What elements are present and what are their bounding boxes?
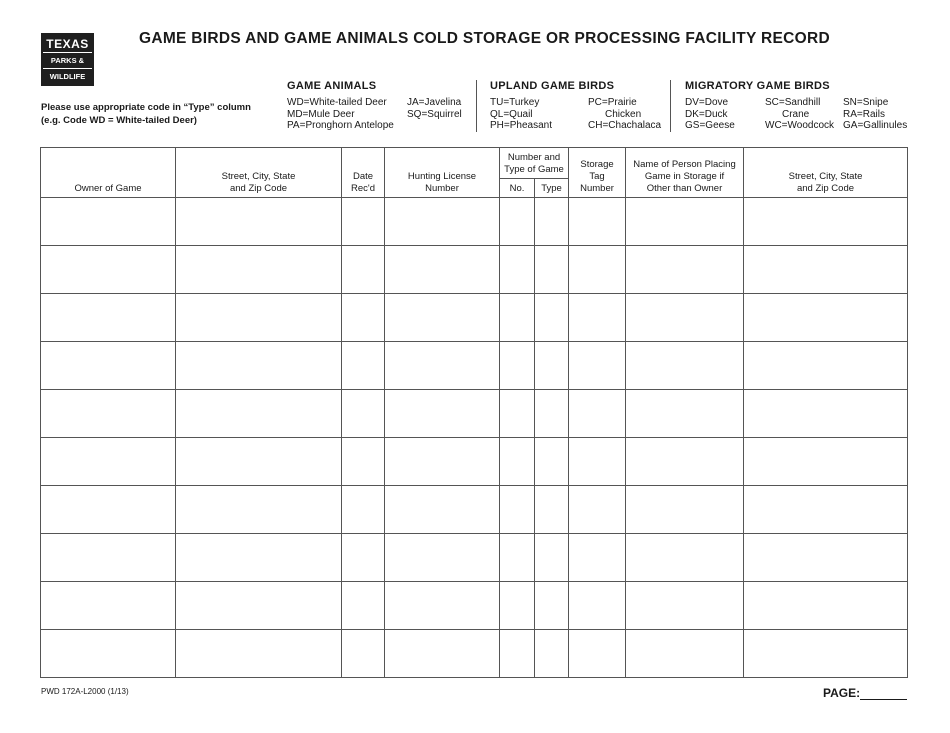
cell-game-type[interactable] xyxy=(535,294,569,342)
cell-owner-address[interactable] xyxy=(176,294,342,342)
cell-game-type[interactable] xyxy=(535,198,569,246)
migratory-codes-col1 xyxy=(685,97,735,132)
cell-game-type[interactable] xyxy=(535,438,569,486)
tpwd-logo xyxy=(41,33,94,86)
cell-owner-address[interactable] xyxy=(176,630,342,678)
cell-date-received[interactable] xyxy=(342,390,385,438)
header-owner-address: Street, City, State and Zip Code xyxy=(176,148,342,198)
cell-game-number[interactable] xyxy=(500,630,535,678)
code-entry: Chicken xyxy=(605,108,642,120)
table-row xyxy=(41,582,908,630)
table-row xyxy=(41,438,908,486)
header-person-address: Street, City, State and Zip Code xyxy=(744,148,908,198)
cell-storage-tag-number[interactable] xyxy=(569,438,626,486)
header-no: No. xyxy=(500,179,535,198)
code-entry: SC=Sandhill xyxy=(765,97,821,108)
header-storage-tag-number: Storage Tag Number xyxy=(569,148,626,198)
cell-storage-tag-number[interactable] xyxy=(569,486,626,534)
table-row xyxy=(41,486,908,534)
code-entry: Crane xyxy=(782,108,810,120)
cell-game-number[interactable] xyxy=(500,534,535,582)
header-type: Type xyxy=(535,179,569,198)
cell-date-received[interactable] xyxy=(342,630,385,678)
table-row xyxy=(41,294,908,342)
cell-storage-tag-number[interactable] xyxy=(569,630,626,678)
cell-game-type[interactable] xyxy=(535,582,569,630)
code-entry: GA=Gallinules xyxy=(843,120,908,131)
cell-storage-tag-number[interactable] xyxy=(569,342,626,390)
cell-person-placing-game[interactable] xyxy=(626,582,744,630)
cell-owner-of-game[interactable] xyxy=(41,246,176,294)
cell-date-received[interactable] xyxy=(342,294,385,342)
cell-storage-tag-number[interactable] xyxy=(569,198,626,246)
upland-codes-col2 xyxy=(588,97,661,132)
code-entry: TU=Turkey xyxy=(490,97,540,108)
cell-hunting-license-number[interactable] xyxy=(385,630,500,678)
cell-person-address[interactable] xyxy=(744,582,908,630)
cell-person-address[interactable] xyxy=(744,198,908,246)
cell-person-placing-game[interactable] xyxy=(626,630,744,678)
instructions-line-1: Please use appropriate code in “Type” column xyxy=(41,102,251,113)
cell-game-number[interactable] xyxy=(500,438,535,486)
table-row xyxy=(41,630,908,678)
cell-hunting-license-number[interactable] xyxy=(385,486,500,534)
cell-game-type[interactable] xyxy=(535,486,569,534)
logo-line-texas: TEXAS xyxy=(43,35,92,53)
cell-person-placing-game[interactable] xyxy=(626,294,744,342)
cell-date-received[interactable] xyxy=(342,198,385,246)
cell-person-placing-game[interactable] xyxy=(626,198,744,246)
cell-owner-address[interactable] xyxy=(176,582,342,630)
cell-owner-address[interactable] xyxy=(176,438,342,486)
migratory-codes-col3 xyxy=(843,97,907,132)
code-entry: QL=Quail xyxy=(490,108,533,120)
cell-game-type[interactable] xyxy=(535,630,569,678)
header-hunting-license-number: Hunting License Number xyxy=(385,148,500,198)
code-entry: WC=Woodcock xyxy=(765,120,835,131)
header-person-placing-game: Name of Person Placing Game in Storage if Other than Owner xyxy=(626,148,744,198)
page-title: GAME BIRDS AND GAME ANIMALS COLD STORAGE OR PROCESSING FACILITY RECORD xyxy=(139,30,830,47)
cell-storage-tag-number[interactable] xyxy=(569,582,626,630)
section-divider xyxy=(670,80,671,132)
cell-owner-address[interactable] xyxy=(176,486,342,534)
table-row xyxy=(41,198,908,246)
cell-person-placing-game[interactable] xyxy=(626,390,744,438)
cell-game-number[interactable] xyxy=(500,342,535,390)
cell-storage-tag-number[interactable] xyxy=(569,534,626,582)
cell-owner-of-game[interactable] xyxy=(41,342,176,390)
table-row xyxy=(41,390,908,438)
code-entry: DV=Dove xyxy=(685,97,729,108)
cell-hunting-license-number[interactable] xyxy=(385,390,500,438)
header-number-and-type-of-game: Number and Type of Game xyxy=(500,148,569,179)
cell-game-type[interactable] xyxy=(535,390,569,438)
cell-game-number[interactable] xyxy=(500,390,535,438)
cell-person-placing-game[interactable] xyxy=(626,246,744,294)
code-entry: WD=White-tailed Deer xyxy=(287,97,387,108)
migratory-codes-col2 xyxy=(765,97,834,132)
cell-person-placing-game[interactable] xyxy=(626,438,744,486)
cell-person-address[interactable] xyxy=(744,630,908,678)
cell-hunting-license-number[interactable] xyxy=(385,534,500,582)
cell-person-address[interactable] xyxy=(744,342,908,390)
cell-person-address[interactable] xyxy=(744,294,908,342)
cell-storage-tag-number[interactable] xyxy=(569,246,626,294)
upland-codes-col1 xyxy=(490,97,552,132)
cell-hunting-license-number[interactable] xyxy=(385,294,500,342)
code-entry: SN=Snipe xyxy=(843,97,889,108)
cell-game-number[interactable] xyxy=(500,294,535,342)
cell-game-number[interactable] xyxy=(500,198,535,246)
cell-owner-address[interactable] xyxy=(176,390,342,438)
page-number-field[interactable] xyxy=(860,699,907,700)
cell-person-placing-game[interactable] xyxy=(626,534,744,582)
cell-owner-of-game[interactable] xyxy=(41,390,176,438)
cell-date-received[interactable] xyxy=(342,534,385,582)
cell-game-type[interactable] xyxy=(535,534,569,582)
cell-hunting-license-number[interactable] xyxy=(385,342,500,390)
migratory-game-birds-title: MIGRATORY GAME BIRDS xyxy=(685,80,830,92)
cell-date-received[interactable] xyxy=(342,342,385,390)
upland-game-birds-title: UPLAND GAME BIRDS xyxy=(490,80,615,92)
cell-owner-address[interactable] xyxy=(176,534,342,582)
section-divider xyxy=(476,80,477,132)
code-entry: CH=Chachalaca xyxy=(588,120,662,131)
code-entry: PC=Prairie xyxy=(588,97,637,108)
cell-date-received[interactable] xyxy=(342,486,385,534)
cell-date-received[interactable] xyxy=(342,438,385,486)
cell-game-number[interactable] xyxy=(500,486,535,534)
table-row xyxy=(41,534,908,582)
cell-game-type[interactable] xyxy=(535,246,569,294)
cell-date-received[interactable] xyxy=(342,582,385,630)
cell-person-address[interactable] xyxy=(744,438,908,486)
game-animals-codes-col1 xyxy=(287,97,394,132)
header-owner-of-game: Owner of Game xyxy=(41,148,176,198)
instructions-line-2: (e.g. Code WD = White-tailed Deer) xyxy=(41,115,197,126)
cell-date-received[interactable] xyxy=(342,246,385,294)
cell-person-address[interactable] xyxy=(744,534,908,582)
cell-owner-of-game[interactable] xyxy=(41,438,176,486)
cell-person-placing-game[interactable] xyxy=(626,342,744,390)
type-code-instructions xyxy=(41,101,251,127)
cell-owner-of-game[interactable] xyxy=(41,630,176,678)
code-entry: GS=Geese xyxy=(685,120,735,131)
code-entry: MD=Mule Deer xyxy=(287,108,355,120)
cell-hunting-license-number[interactable] xyxy=(385,438,500,486)
cell-owner-of-game[interactable] xyxy=(41,198,176,246)
logo-line-wildlife: WILDLIFE xyxy=(49,72,86,81)
cell-game-number[interactable] xyxy=(500,582,535,630)
header-date-received: Date Rec'd xyxy=(342,148,385,198)
code-entry: PH=Pheasant xyxy=(490,120,552,131)
cell-game-number[interactable] xyxy=(500,246,535,294)
code-entry: RA=Rails xyxy=(843,108,885,120)
cell-owner-of-game[interactable] xyxy=(41,534,176,582)
cell-person-address[interactable] xyxy=(744,486,908,534)
cell-hunting-license-number[interactable] xyxy=(385,246,500,294)
cell-owner-of-game[interactable] xyxy=(41,294,176,342)
code-entry: SQ=Squirrel xyxy=(407,108,462,120)
game-animals-title: GAME ANIMALS xyxy=(287,80,377,92)
cell-hunting-license-number[interactable] xyxy=(385,198,500,246)
cell-storage-tag-number[interactable] xyxy=(569,390,626,438)
table-row xyxy=(41,246,908,294)
code-entry: DK=Duck xyxy=(685,108,728,120)
cell-hunting-license-number[interactable] xyxy=(385,582,500,630)
table-row xyxy=(41,342,908,390)
cell-person-address[interactable] xyxy=(744,390,908,438)
game-animals-codes-col2 xyxy=(407,97,462,120)
logo-line-parks: PARKS & xyxy=(43,53,92,69)
cell-storage-tag-number[interactable] xyxy=(569,294,626,342)
cell-owner-of-game[interactable] xyxy=(41,486,176,534)
cell-owner-of-game[interactable] xyxy=(41,582,176,630)
cell-person-placing-game[interactable] xyxy=(626,486,744,534)
page-number-label: PAGE: xyxy=(823,686,861,700)
form-number: PWD 172A-L2000 (1/13) xyxy=(41,687,129,696)
code-entry: PA=Pronghorn Antelope xyxy=(287,120,394,131)
cell-owner-address[interactable] xyxy=(176,198,342,246)
cell-owner-address[interactable] xyxy=(176,246,342,294)
cell-person-address[interactable] xyxy=(744,246,908,294)
cell-owner-address[interactable] xyxy=(176,342,342,390)
cell-game-type[interactable] xyxy=(535,342,569,390)
record-table xyxy=(40,147,908,678)
code-entry: JA=Javelina xyxy=(407,97,462,108)
